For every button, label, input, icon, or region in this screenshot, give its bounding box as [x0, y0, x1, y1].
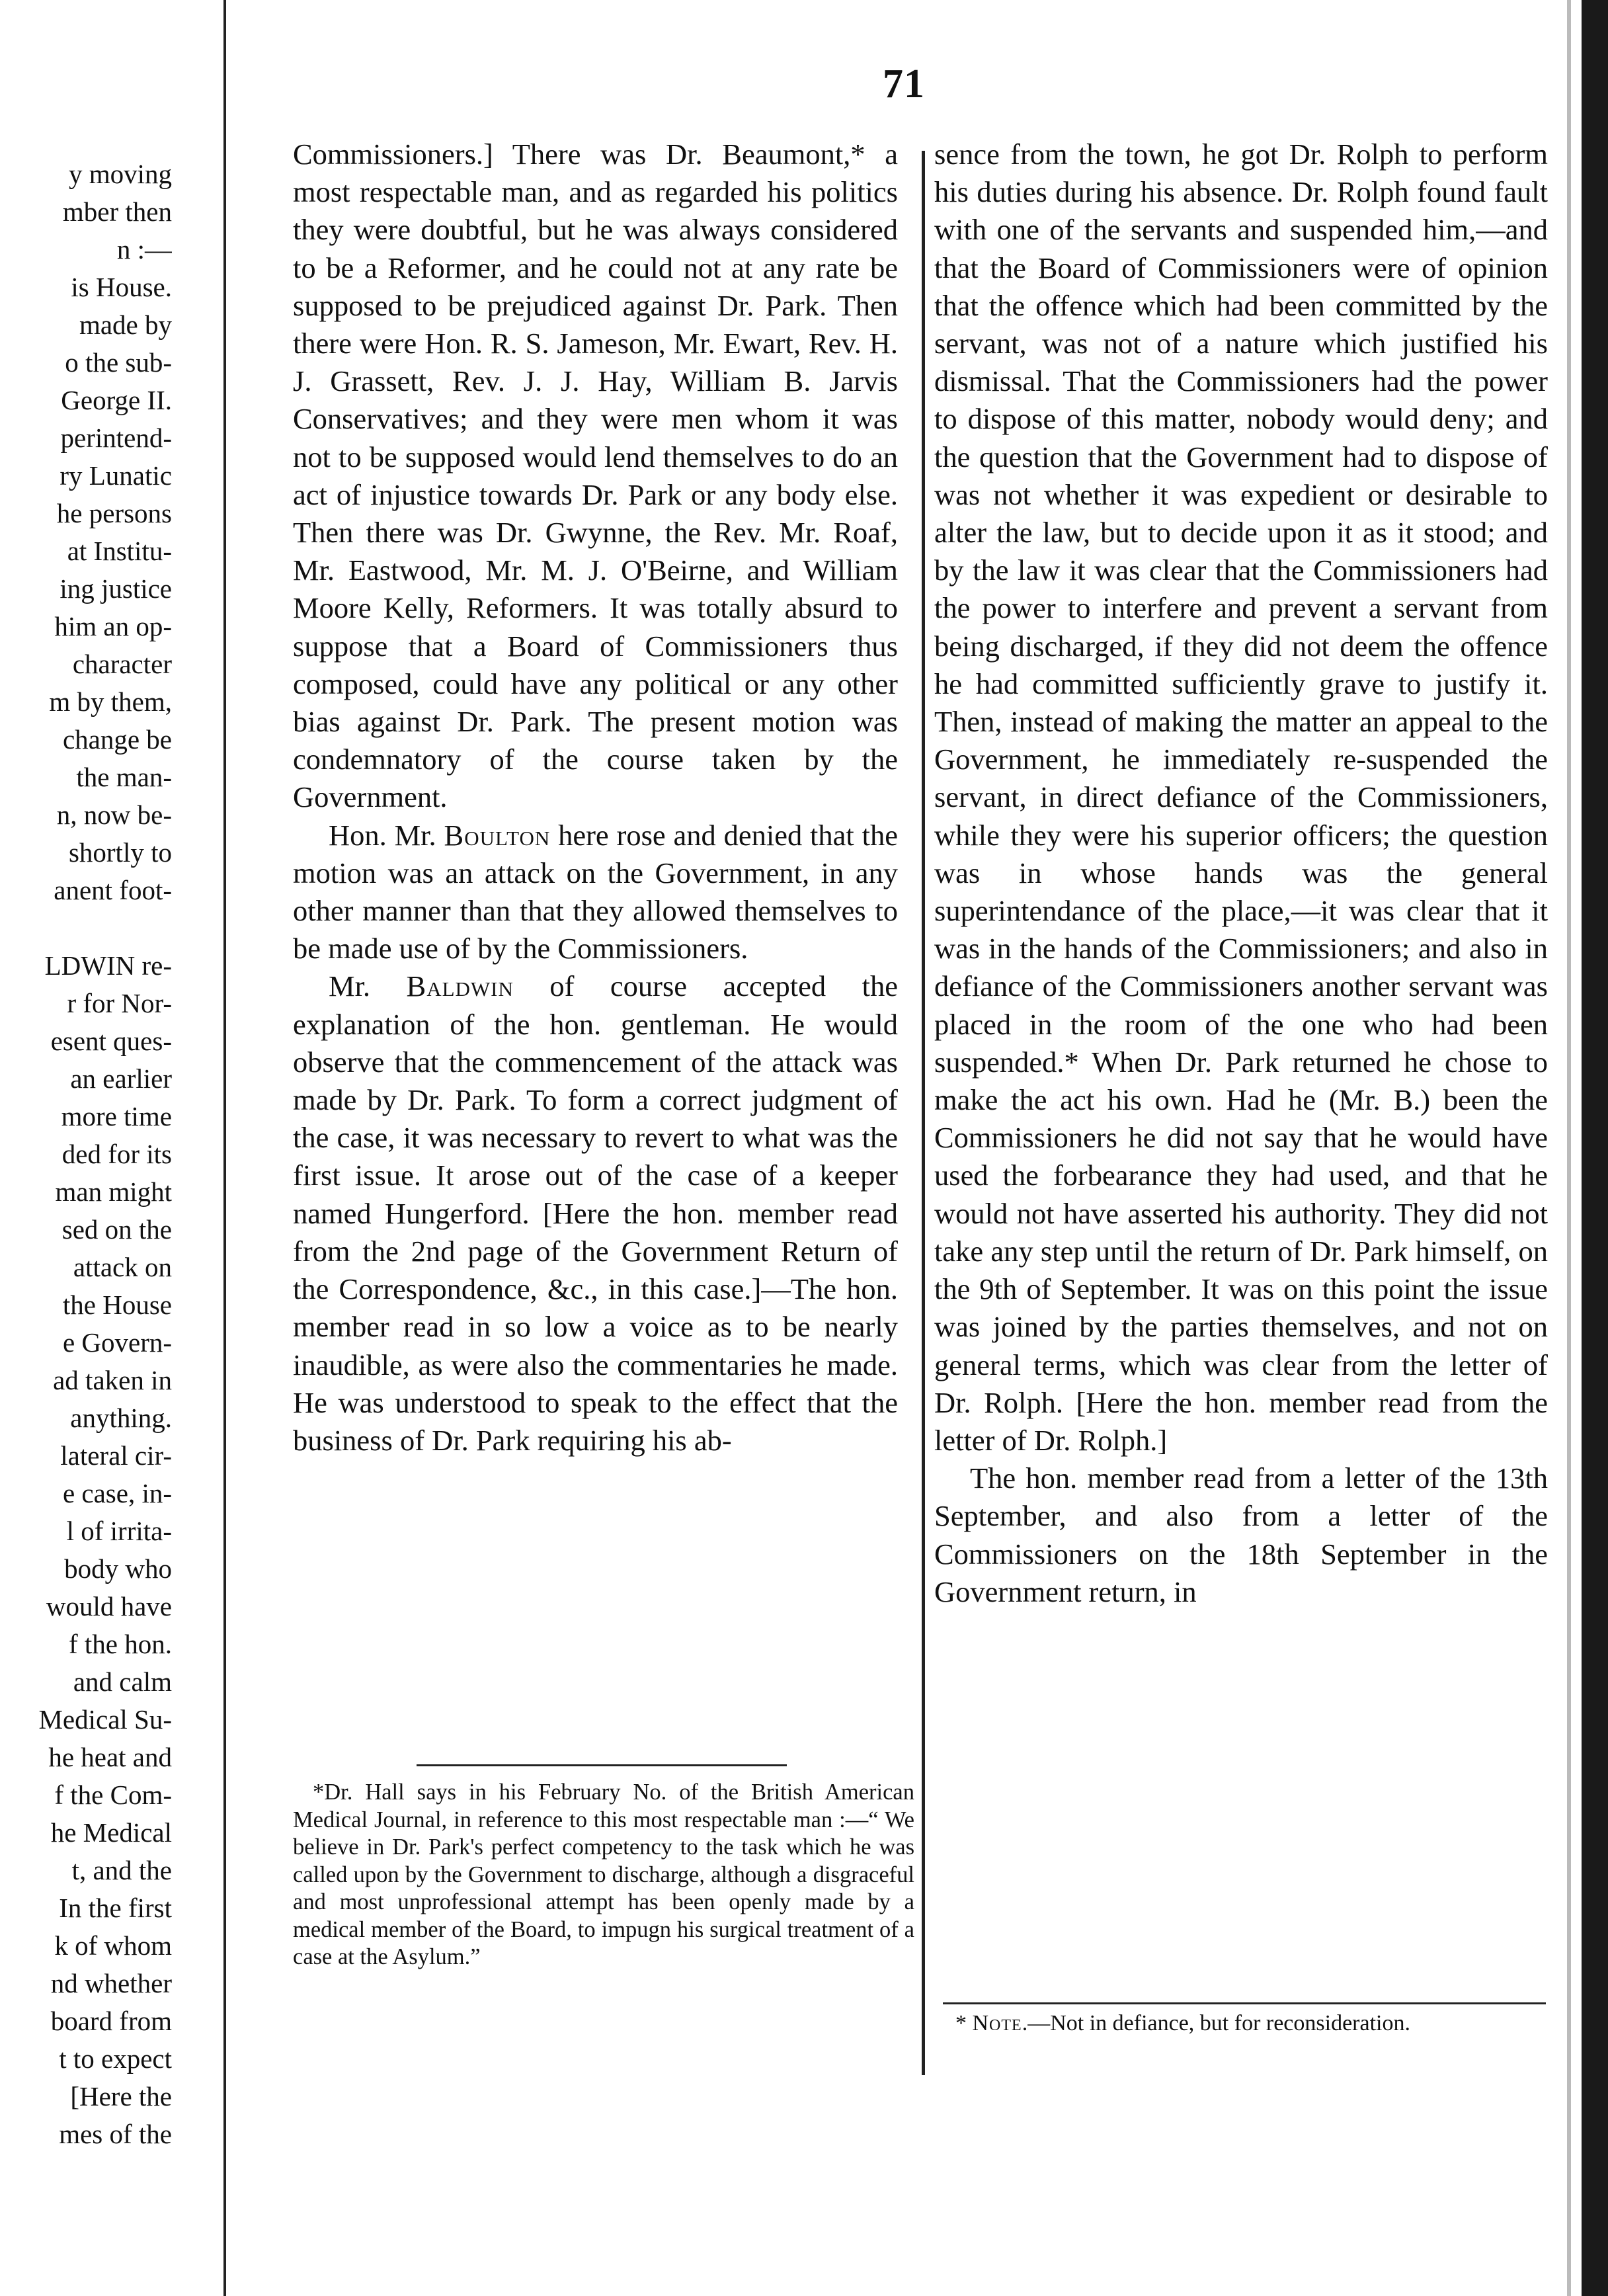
fragment-line: mes of the: [59, 2119, 172, 2149]
footnote-text: *Dr. Hall says in his February No. of the British American Medical Journal, in reference to this most respectable man :—“ We believe in Dr. Park's perfect competency to the task which he was called upon by the Government to discharge, although a disgraceful and most unprofessional attempt has been openly made by a medical member of the Board, to impugn his surgical treatment of a case at the Asylum.”: [293, 1780, 914, 1969]
paragraph-body: of course accepted the explanation of the hon. gentleman. He would observe that the commencement of the attack was made by Dr. Park. To form a correct judgment of the case, it was necessary to revert to what was the first issue. It arose out of the case of a keeper named Hungerford. [Here the hon. member read from the 2nd page of the Government Return of the Correspondence, &c., in this case.]—The hon. member read in so low a voice as to be nearly inaudible, as were also the commentaries he made. He was understood to speak to the effect that the business of Dr. Park requiring his ab-: [293, 969, 898, 1457]
text-column-right: [934, 136, 1548, 1611]
paragraph: Commissioners.] There was Dr. Beaumont,* a most respectable man, and as regarded his politics they were doubtful, but he was always considered to be a Reformer, and he could not at any rate be supposed to be prejudiced against Dr. Park. Then there were Hon. R. S. Jameson, Mr. Ewart, Rev. H. J. Grassett, Rev. J. J. Hay, William B. Jarvis Conservatives; and they were men whom it was not to be supposed would lend themselves to do an act of injustice towards Dr. Park or any body else. Then there was Dr. Gwynne, the Rev. Mr. Roaf, Mr. Eastwood, Mr. M. J. O'Beirne, and William Moore Kelly, Reformers. It was totally absurd to suppose that a Board of Commissioners thus composed, could have any political or any other bias against Dr. Park. The present motion was condemnatory of the course taken by the Government.: [293, 138, 898, 814]
fragment-line: t to expect: [59, 2043, 172, 2074]
fragment-line: f the hon.: [69, 1629, 172, 1659]
text-column-left: [293, 136, 898, 1459]
fragment-line: change be: [62, 724, 172, 755]
fragment-line: he persons: [56, 498, 172, 528]
fragment-line: [0, 909, 172, 947]
fragment-line: more time: [61, 1101, 172, 1131]
fragment-line: anything.: [70, 1403, 172, 1433]
fragment-line: shortly to: [68, 837, 172, 868]
fragment-line: sed on the: [61, 1214, 172, 1245]
footnote-text: [936, 2010, 1550, 2037]
page-edge: [1582, 0, 1608, 2296]
fragment-line: he heat and: [48, 1742, 172, 1772]
paragraph: sence from the town, he got Dr. Rolph to perform his duties during his absence. Dr. Rolph found fault with one of the servants and suspended him,—and that the Board of Commissioners were of opinion that the offence which had been committed by the servant, was not of a nature which justified his dismissal. That the Commissioners had the power to dispose of this matter, nobody would deny; and the question that the Government had to dispose of was not whether it was expedient or desirable to alter the law, but to decide upon it as it stood; and by the law it was clear that the Commissioners had the power to interfere and prevent a servant from being discharged, if they did not deem the offence he had committed sufficiently grave to justify it. Then, instead of making the matter an appeal to the Government, he immediately re-suspended the servant, in direct defiance of the Commissioners, while they were his superior officers; the question was in whose hands was the general superintendance of the place,—it was clear that it was in the hands of the Commissioners; and also in defiance of the Commissioners another servant was placed in the room of the one who had been suspended.* When Dr. Park returned he chose to make the act his own. Had he (Mr. B.) been the Commissioners he did not say that he would have used the forbearance they had used, and that he would not have asserted his authority. They did not take any step until the return of Dr. Park himself, on the 9th of September. It was on this point the issue was joined by the parties themselves, and not on general terms, which was clear from the letter of Dr. Rolph. [Here the hon. member read from the letter of Dr. Rolph.]: [934, 138, 1548, 1457]
footnote-marker: *: [955, 2011, 973, 2035]
fragment-line: f the Com-: [54, 1780, 172, 1810]
fragment-line: esent ques-: [50, 1026, 172, 1056]
fragment-line: the House: [62, 1290, 172, 1320]
fragment-line: t, and the: [71, 1855, 172, 1885]
fragment-line: e case, in-: [62, 1478, 172, 1508]
footnote-body: .—Not in defiance, but for reconsideration.: [1022, 2011, 1410, 2035]
previous-page-column-fragment: [0, 155, 172, 2153]
fragment-line: ad taken in: [53, 1365, 172, 1395]
fragment-line: In the first: [59, 1893, 172, 1923]
fragment-line: would have: [46, 1591, 172, 1621]
fragment-line: he Medical: [50, 1817, 172, 1848]
footnote-divider: [943, 2002, 1546, 2004]
fragment-line: y moving: [68, 159, 172, 189]
page-edge-shadow: [1567, 0, 1571, 2296]
fragment-line: LDWIN re-: [44, 950, 172, 981]
paragraph: The hon. member read from a letter of the 13th September, and also from a letter of the Commissioners on the 18th September in the Government return, in: [934, 1461, 1548, 1608]
paragraph-lead: Hon. Mr.: [329, 818, 444, 852]
page-number: 71: [883, 62, 925, 106]
fragment-line: attack on: [73, 1252, 172, 1282]
fragment-line: character: [72, 649, 172, 679]
paragraph-lead: Mr.: [329, 969, 407, 1003]
fragment-line: him an op-: [54, 611, 172, 641]
fragment-line: anent foot-: [54, 875, 172, 905]
speaker-name: Boulton: [444, 818, 551, 852]
column-divider: [922, 151, 925, 2075]
footnote-right: [936, 2010, 1550, 2037]
fragment-line: mber then: [62, 196, 172, 227]
fragment-line: o the sub-: [65, 347, 172, 378]
fragment-line: made by: [79, 309, 172, 340]
fragment-line: an earlier: [70, 1063, 172, 1094]
fragment-line: George II.: [61, 385, 172, 415]
fragment-line: ry Lunatic: [60, 460, 172, 491]
fragment-line: ded for its: [61, 1139, 172, 1169]
fragment-line: perintend-: [60, 423, 172, 453]
fragment-line: r for Nor-: [67, 988, 172, 1018]
fragment-line: body who: [64, 1553, 172, 1584]
fragment-line: is House.: [71, 272, 172, 302]
fragment-line: at Institu-: [67, 536, 172, 566]
paragraph-body: here rose and denied that the motion was an attack on the Government, in any other manner than that they allowed themselves to be made use of by the Commissioners.: [293, 818, 899, 965]
fragment-line: the man-: [76, 762, 172, 792]
fragment-line: lateral cir-: [60, 1440, 172, 1471]
fragment-line: e Govern-: [62, 1327, 172, 1358]
paragraph: [293, 967, 898, 1459]
fragment-line: Medical Su-: [38, 1704, 172, 1735]
fragment-line: ing justice: [60, 573, 172, 604]
fragment-line: and calm: [73, 1666, 172, 1697]
fragment-line: man might: [55, 1176, 172, 1207]
fragment-line: n :—: [116, 234, 172, 265]
fragment-line: nd whether: [50, 1968, 172, 1998]
fragment-line: k of whom: [54, 1930, 172, 1961]
left-binding-rule: [223, 0, 226, 2296]
fragment-line: n, now be-: [56, 800, 172, 830]
paragraph: [293, 817, 898, 968]
speaker-name: Baldwin: [406, 969, 514, 1003]
fragment-line: m by them,: [49, 686, 172, 717]
footnote-divider: [417, 1764, 787, 1766]
footnote-label: Note: [972, 2011, 1022, 2035]
fragment-line: board from: [50, 2006, 172, 2036]
fragment-line: l of irrita-: [66, 1516, 172, 1546]
footnote-left: [293, 1779, 914, 1971]
fragment-line: [Here the: [70, 2081, 172, 2112]
